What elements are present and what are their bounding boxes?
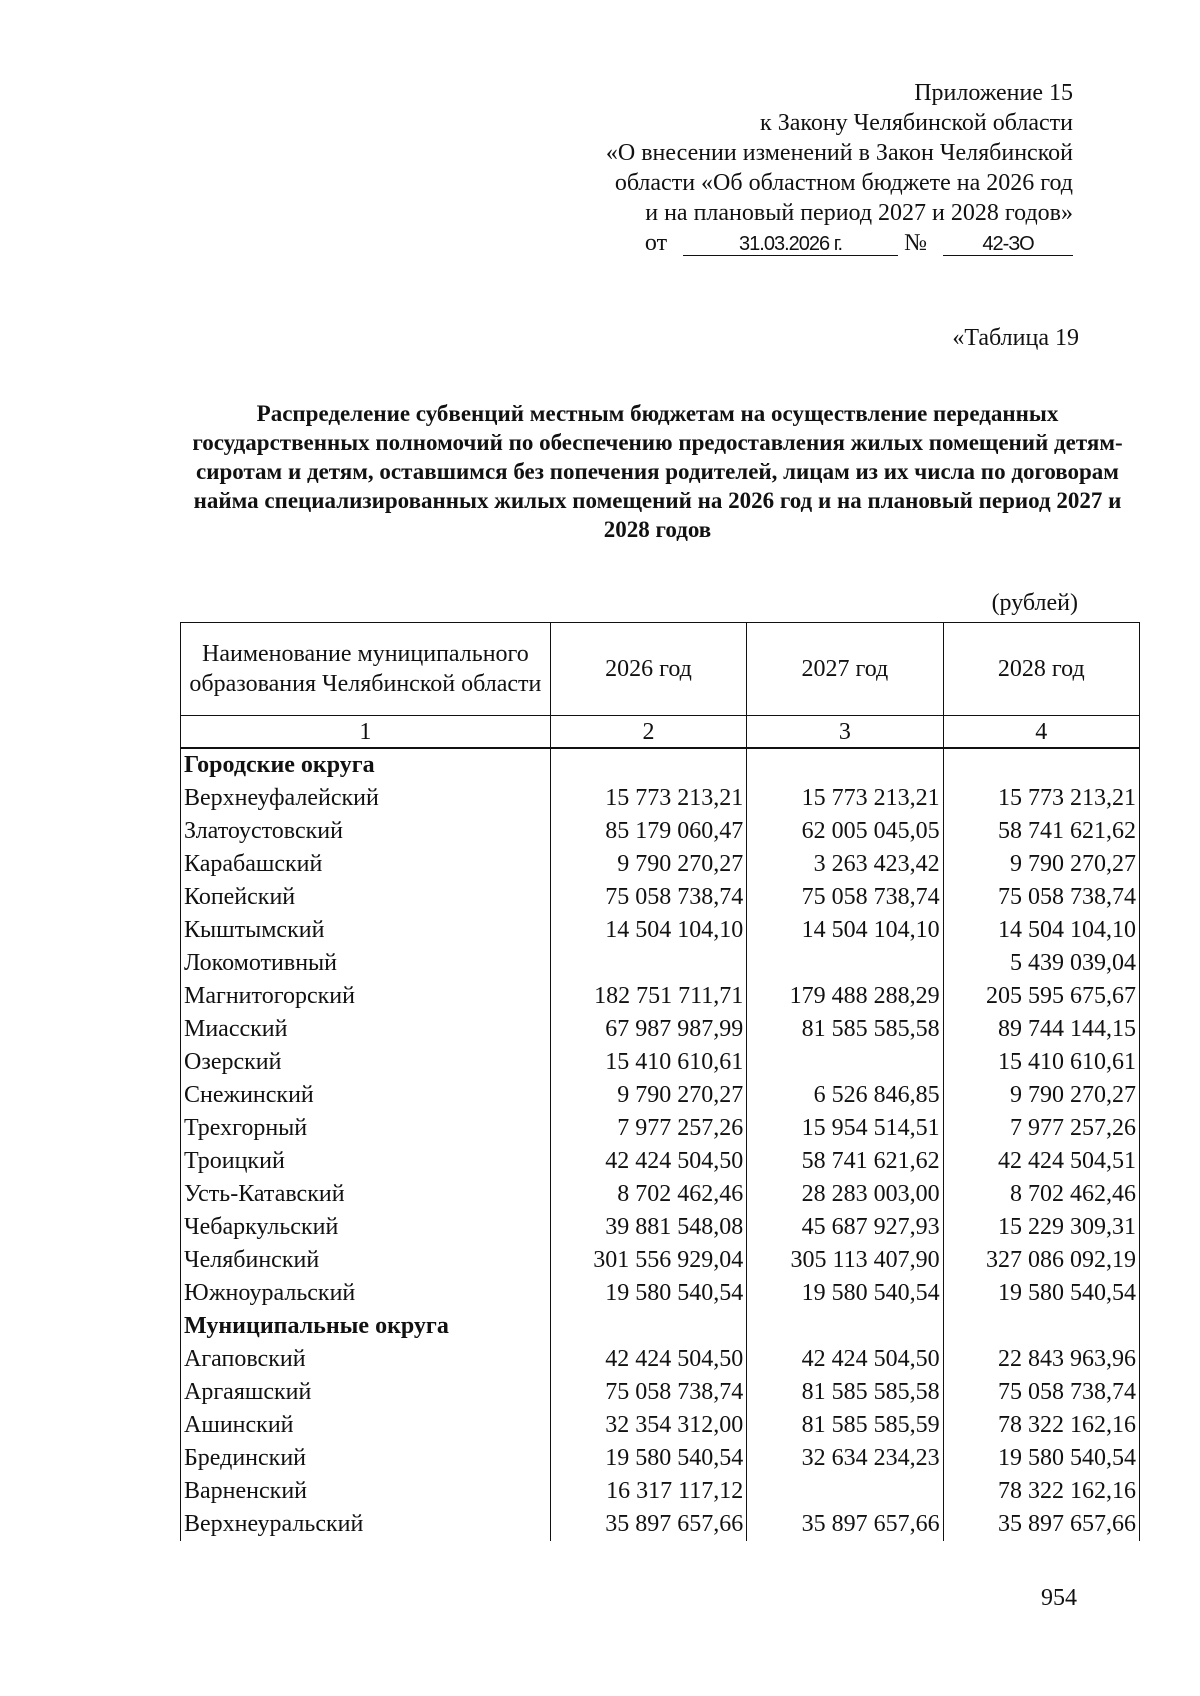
- value-2027-cell: 3 263 423,42: [747, 848, 943, 881]
- table-row: [181, 1376, 1140, 1409]
- value-2026-cell: 85 179 060,47: [550, 815, 746, 848]
- value-2026-cell: [550, 1310, 746, 1343]
- section-row: [181, 748, 1140, 782]
- law-date: 31.03.2026 г.: [683, 233, 898, 256]
- value-2028-cell: [943, 748, 1139, 782]
- value-2026-cell: 42 424 504,50: [550, 1145, 746, 1178]
- table-row: [181, 914, 1140, 947]
- value-2028-cell: 42 424 504,51: [943, 1145, 1139, 1178]
- value-2027-cell: 6 526 846,85: [747, 1079, 943, 1112]
- header-2026: 2026 год: [550, 623, 746, 716]
- from-label: от: [644, 230, 668, 256]
- table-row: [181, 1112, 1140, 1145]
- value-2026-cell: 9 790 270,27: [550, 1079, 746, 1112]
- value-2028-cell: [943, 1310, 1139, 1343]
- table-row: [181, 980, 1140, 1013]
- header-municipality: Наименование муниципального образования Челябинской области: [181, 623, 551, 716]
- appendix-line: и на плановый период 2027 и 2028 годов»: [645, 200, 1073, 226]
- value-2026-cell: 182 751 711,71: [550, 980, 746, 1013]
- table-row: [181, 1244, 1140, 1277]
- value-2028-cell: 78 322 162,16: [943, 1409, 1139, 1442]
- header-2028: 2028 год: [943, 623, 1139, 716]
- value-2026-cell: 39 881 548,08: [550, 1211, 746, 1244]
- municipality-cell: Озерский: [181, 1046, 551, 1079]
- value-2026-cell: 67 987 987,99: [550, 1013, 746, 1046]
- section-row: [181, 1310, 1140, 1343]
- value-2027-cell: [747, 1046, 943, 1079]
- appendix-header: [606, 78, 1073, 258]
- value-2028-cell: 78 322 162,16: [943, 1475, 1139, 1508]
- value-2026-cell: 7 977 257,26: [550, 1112, 746, 1145]
- appendix-line: Приложение 15: [914, 80, 1073, 106]
- value-2027-cell: 75 058 738,74: [747, 881, 943, 914]
- table-row: [181, 1475, 1140, 1508]
- table-row: [181, 1442, 1140, 1475]
- table-row: [181, 1145, 1140, 1178]
- table-row: [181, 1046, 1140, 1079]
- value-2026-cell: 19 580 540,54: [550, 1277, 746, 1310]
- column-number: 2: [550, 716, 746, 749]
- table-row: [181, 1343, 1140, 1376]
- table-row: [181, 1079, 1140, 1112]
- municipality-cell: Ашинский: [181, 1409, 551, 1442]
- municipality-cell: Трехгорный: [181, 1112, 551, 1145]
- column-number: 4: [943, 716, 1139, 749]
- value-2028-cell: 14 504 104,10: [943, 914, 1139, 947]
- table-row: [181, 1013, 1140, 1046]
- value-2027-cell: 35 897 657,66: [747, 1508, 943, 1541]
- table-reference: «Таблица 19: [952, 325, 1079, 351]
- document-title: Распределение субвенций местным бюджетам на осуществление переданных государственных полномочий по обеспечению предоставления жилых помещений детям-сиротам и детям, оставшимся без попечения родителей, лицам из их числа по договорам найма специализированных жилых помещений на 2026 год и на плановый период 2027 и 2028 годов: [192, 401, 1123, 542]
- value-2027-cell: 15 773 213,21: [747, 782, 943, 815]
- value-2027-cell: 28 283 003,00: [747, 1178, 943, 1211]
- table-row: [181, 848, 1140, 881]
- value-2026-cell: [550, 947, 746, 980]
- value-2026-cell: 75 058 738,74: [550, 881, 746, 914]
- header-2027: 2027 год: [747, 623, 943, 716]
- table-row: [181, 1211, 1140, 1244]
- law-number: 42-ЗО: [943, 233, 1073, 256]
- value-2026-cell: 301 556 929,04: [550, 1244, 746, 1277]
- value-2027-cell: 32 634 234,23: [747, 1442, 943, 1475]
- municipality-cell: Магнитогорский: [181, 980, 551, 1013]
- value-2028-cell: 19 580 540,54: [943, 1277, 1139, 1310]
- municipality-cell: Усть-Катавский: [181, 1178, 551, 1211]
- municipality-cell: Брединский: [181, 1442, 551, 1475]
- units-label: (рублей): [991, 590, 1078, 616]
- municipality-cell: Южноуральский: [181, 1277, 551, 1310]
- municipality-cell: Миасский: [181, 1013, 551, 1046]
- value-2027-cell: 58 741 621,62: [747, 1145, 943, 1178]
- value-2027-cell: [747, 748, 943, 782]
- municipality-cell: Локомотивный: [181, 947, 551, 980]
- value-2027-cell: 15 954 514,51: [747, 1112, 943, 1145]
- value-2028-cell: 75 058 738,74: [943, 881, 1139, 914]
- value-2028-cell: 89 744 144,15: [943, 1013, 1139, 1046]
- value-2028-cell: 15 410 610,61: [943, 1046, 1139, 1079]
- value-2026-cell: 42 424 504,50: [550, 1343, 746, 1376]
- value-2026-cell: 35 897 657,66: [550, 1508, 746, 1541]
- column-number: 1: [181, 716, 551, 749]
- value-2027-cell: [747, 1475, 943, 1508]
- municipality-cell: Снежинский: [181, 1079, 551, 1112]
- value-2028-cell: 22 843 963,96: [943, 1343, 1139, 1376]
- table-row: [181, 782, 1140, 815]
- table-row: [181, 1508, 1140, 1541]
- value-2026-cell: 15 410 610,61: [550, 1046, 746, 1079]
- value-2027-cell: 19 580 540,54: [747, 1277, 943, 1310]
- column-number-row: [181, 716, 1140, 749]
- page-number: 954: [1041, 1585, 1077, 1611]
- municipality-cell: Верхнеуральский: [181, 1508, 551, 1541]
- table-row: [181, 1178, 1140, 1211]
- value-2028-cell: 19 580 540,54: [943, 1442, 1139, 1475]
- value-2027-cell: 62 005 045,05: [747, 815, 943, 848]
- value-2028-cell: 9 790 270,27: [943, 1079, 1139, 1112]
- value-2027-cell: [747, 947, 943, 980]
- municipality-cell: Карабашский: [181, 848, 551, 881]
- value-2026-cell: 14 504 104,10: [550, 914, 746, 947]
- table-body: [181, 748, 1140, 1541]
- value-2026-cell: 19 580 540,54: [550, 1442, 746, 1475]
- value-2026-cell: [550, 748, 746, 782]
- value-2027-cell: 305 113 407,90: [747, 1244, 943, 1277]
- value-2028-cell: 8 702 462,46: [943, 1178, 1139, 1211]
- value-2026-cell: 9 790 270,27: [550, 848, 746, 881]
- municipality-cell: Троицкий: [181, 1145, 551, 1178]
- value-2028-cell: 15 773 213,21: [943, 782, 1139, 815]
- appendix-line: «О внесении изменений в Закон Челябинской: [605, 140, 1073, 166]
- number-label: №: [904, 230, 927, 256]
- table-row: [181, 1409, 1140, 1442]
- value-2027-cell: 81 585 585,58: [747, 1376, 943, 1409]
- municipality-cell: Городские округа: [181, 748, 551, 782]
- table-row: [181, 947, 1140, 980]
- value-2028-cell: 5 439 039,04: [943, 947, 1139, 980]
- table-header-row: [181, 623, 1140, 716]
- value-2027-cell: 81 585 585,59: [747, 1409, 943, 1442]
- value-2027-cell: 179 488 288,29: [747, 980, 943, 1013]
- subvention-table: [180, 622, 1140, 1541]
- value-2026-cell: 8 702 462,46: [550, 1178, 746, 1211]
- column-number: 3: [747, 716, 943, 749]
- value-2028-cell: 7 977 257,26: [943, 1112, 1139, 1145]
- municipality-cell: Кыштымский: [181, 914, 551, 947]
- appendix-line: к Закону Челябинской области: [760, 110, 1073, 136]
- value-2027-cell: 45 687 927,93: [747, 1211, 943, 1244]
- value-2026-cell: 75 058 738,74: [550, 1376, 746, 1409]
- value-2027-cell: [747, 1310, 943, 1343]
- appendix-line: области «Об областном бюджете на 2026 год: [614, 170, 1073, 196]
- value-2028-cell: 58 741 621,62: [943, 815, 1139, 848]
- value-2027-cell: 14 504 104,10: [747, 914, 943, 947]
- law-date-number-line: [606, 228, 1073, 258]
- value-2027-cell: 42 424 504,50: [747, 1343, 943, 1376]
- value-2028-cell: 75 058 738,74: [943, 1376, 1139, 1409]
- value-2028-cell: 327 086 092,19: [943, 1244, 1139, 1277]
- value-2027-cell: 81 585 585,58: [747, 1013, 943, 1046]
- value-2026-cell: 15 773 213,21: [550, 782, 746, 815]
- municipality-cell: Златоустовский: [181, 815, 551, 848]
- value-2026-cell: 16 317 117,12: [550, 1475, 746, 1508]
- municipality-cell: Агаповский: [181, 1343, 551, 1376]
- municipality-cell: Челябинский: [181, 1244, 551, 1277]
- municipality-cell: Копейский: [181, 881, 551, 914]
- table-row: [181, 815, 1140, 848]
- value-2026-cell: 32 354 312,00: [550, 1409, 746, 1442]
- municipality-cell: Чебаркульский: [181, 1211, 551, 1244]
- municipality-cell: Верхнеуфалейский: [181, 782, 551, 815]
- municipality-cell: Варненский: [181, 1475, 551, 1508]
- table-row: [181, 881, 1140, 914]
- value-2028-cell: 9 790 270,27: [943, 848, 1139, 881]
- value-2028-cell: 15 229 309,31: [943, 1211, 1139, 1244]
- value-2028-cell: 35 897 657,66: [943, 1508, 1139, 1541]
- municipality-cell: Аргаяшский: [181, 1376, 551, 1409]
- municipality-cell: Муниципальные округа: [181, 1310, 551, 1343]
- table-row: [181, 1277, 1140, 1310]
- value-2028-cell: 205 595 675,67: [943, 980, 1139, 1013]
